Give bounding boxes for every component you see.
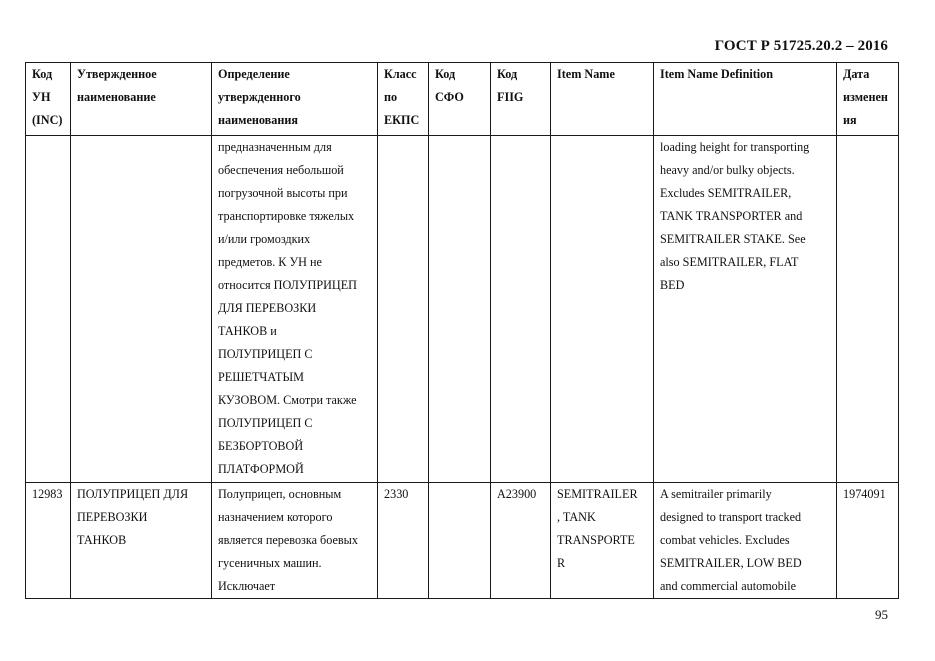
table-row — [26, 483, 899, 599]
column-header-ekps-class: Класс по ЕКПС — [378, 63, 429, 136]
cell-ekps-class: 2330 — [378, 483, 429, 599]
cell-item-name-definition: loading height for transporting heavy and/or bulky objects. Excludes SEMITRAILER, TANK TRANSPORTER and SEMITRAILER STAKE. See also SEMITRAILER, FLAT BED — [654, 136, 837, 483]
nomenclature-table — [25, 62, 899, 599]
cell-fiig-code — [491, 136, 551, 483]
column-header-fiig-code: Код FIIG — [491, 63, 551, 136]
column-header-item-name-definition: Item Name Definition — [654, 63, 837, 136]
cell-approved-name: ПОЛУПРИЦЕП ДЛЯ ПЕРЕВОЗКИ ТАНКОВ — [71, 483, 212, 599]
cell-item-name: SEMITRAILER , TANK TRANSPORTE R — [551, 483, 654, 599]
table-row — [26, 136, 899, 483]
cell-definition: Полуприцеп, основным назначением которого является перевозка боевых гусеничных машин. Исключает — [212, 483, 378, 599]
cell-approved-name — [71, 136, 212, 483]
document-title: ГОСТ Р 51725.20.2 – 2016 — [714, 38, 888, 54]
page-number: 95 — [875, 607, 888, 622]
cell-inc: 12983 — [26, 483, 71, 599]
cell-definition: предназначенным для обеспечения небольшой погрузочной высоты при транспортировке тяжелых и/или громоздких предметов. К УН не относится ПОЛУПРИЦЕП ДЛЯ ПЕРЕВОЗКИ ТАНКОВ и ПОЛУПРИЦЕП С РЕШЕТЧАТЫМ КУЗОВОМ. Смотри также ПОЛУПРИЦЕП С БЕЗБОРТОВОЙ ПЛАТФОРМОЙ — [212, 136, 378, 483]
cell-date-changed: 1974091 — [837, 483, 899, 599]
cell-item-name-definition: A semitrailer primarily designed to transport tracked combat vehicles. Excludes SEMITRAILER, LOW BED and commercial automobile — [654, 483, 837, 599]
cell-inc — [26, 136, 71, 483]
cell-date-changed — [837, 136, 899, 483]
cell-item-name — [551, 136, 654, 483]
table-header-row — [26, 63, 899, 136]
cell-ekps-class — [378, 136, 429, 483]
cell-fiig-code: A23900 — [491, 483, 551, 599]
cell-sfo-code — [429, 483, 491, 599]
column-header-definition: Определение утвержденного наименования — [212, 63, 378, 136]
cell-sfo-code — [429, 136, 491, 483]
column-header-item-name: Item Name — [551, 63, 654, 136]
column-header-inc: Код УН (INC) — [26, 63, 71, 136]
column-header-sfo-code: Код СФО — [429, 63, 491, 136]
column-header-date-changed: Дата изменен ия — [837, 63, 899, 136]
column-header-approved-name: Утвержденное наименование — [71, 63, 212, 136]
